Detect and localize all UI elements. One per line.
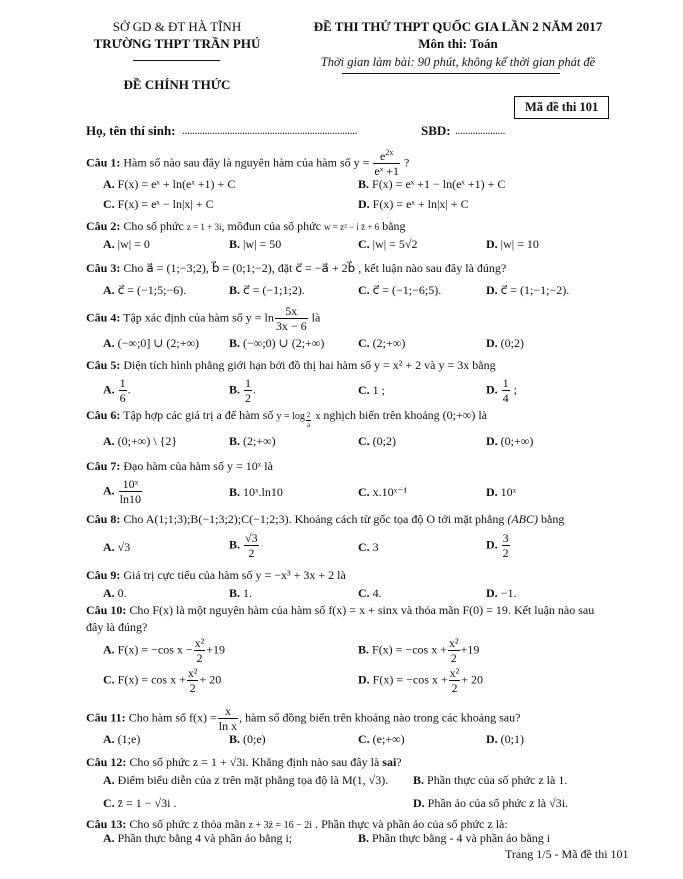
option-9c[interactable] — [358, 586, 382, 601]
fraction — [373, 150, 400, 177]
option-10c[interactable] — [103, 667, 221, 694]
formula: M(1, √3) — [341, 773, 386, 787]
formula: f(x) = x + sinx — [328, 603, 398, 617]
question-10 — [86, 603, 594, 618]
log-base — [306, 412, 312, 429]
denominator: eˣ +1 — [374, 164, 399, 178]
official-label: ĐỀ CHÍNH THỨC — [123, 77, 231, 92]
fraction — [119, 377, 127, 404]
option-label: B. — [229, 434, 241, 448]
option-label: C. — [358, 336, 370, 350]
denominator: ln10 — [119, 492, 142, 506]
exam-code-box: Mã đề thi 101 — [514, 96, 609, 119]
question-label: Câu 7: — [86, 459, 121, 473]
denominator: 2 — [189, 681, 196, 695]
question-text: Hàm số nào sau đây là nguyên hàm của hàm số — [123, 155, 351, 170]
option-13b[interactable] — [358, 831, 550, 846]
question-label: Câu 2: — [86, 219, 121, 233]
candidate-name-field[interactable]: ...................................................................... — [182, 123, 357, 137]
option-text: + 20 — [199, 672, 222, 687]
option-label: C. — [103, 672, 115, 687]
numerator: 1 — [502, 376, 509, 390]
option-text: |w| = 10 — [500, 237, 539, 251]
denominator: 2 — [502, 546, 509, 560]
option-text: Điểm biểu diễn của z trên mặt phẳng tọa độ là — [117, 773, 339, 787]
option-label: B. — [358, 177, 370, 191]
option-10a[interactable] — [103, 637, 225, 664]
formula: (0;+∞) — [442, 408, 476, 422]
option-text: (0;e) — [243, 732, 266, 746]
formula: f(x) = — [189, 710, 217, 725]
formula: y = −x³ + 3x + 2 — [255, 568, 335, 582]
option-label: C. — [358, 485, 370, 499]
question-text: . Khẳng định nào sau đây là — [245, 755, 380, 769]
option-text: (−∞;0) ∪ (2;+∞) — [243, 336, 325, 350]
option-text: c⃗ = (−1;−6;5). — [372, 283, 442, 297]
option-label: A. — [103, 732, 115, 746]
option-label: A. — [103, 773, 115, 787]
option-12c[interactable] — [103, 796, 176, 811]
option-label: D. — [486, 485, 498, 499]
option-label: C. — [358, 434, 370, 448]
question-label: Câu 9: — [86, 568, 121, 582]
option-text: √3 — [117, 540, 131, 554]
exam-subject: Môn thi: Toán — [418, 36, 498, 51]
exponent: 2x — [385, 148, 394, 157]
question-6 — [86, 408, 487, 429]
numerator: 5x — [275, 305, 308, 319]
numerator: 10ˣ — [119, 478, 142, 492]
formula: z = 1 + 3i — [186, 222, 222, 232]
question-text: Giá trị cực tiểu của hàm số — [123, 568, 253, 582]
option-label: A. — [103, 540, 115, 554]
fraction — [449, 667, 461, 694]
option-label: C. — [358, 383, 370, 397]
question-3 — [86, 261, 506, 276]
question-label: Câu 8: — [86, 512, 121, 526]
question-tail: . Phần thực và phần ảo của số phức z là: — [315, 817, 508, 831]
option-1b[interactable] — [358, 177, 505, 192]
option-label: C. — [358, 540, 370, 554]
option-13a[interactable] — [103, 831, 292, 846]
option-label: D. — [486, 382, 498, 397]
option-1a[interactable] — [103, 177, 235, 192]
option-label: B. — [229, 283, 241, 297]
question-4 — [86, 305, 320, 332]
denominator: 2 — [196, 651, 203, 665]
fraction — [218, 705, 238, 732]
option-text: Phần thực của số phức z là 1. — [427, 773, 568, 787]
option-1c[interactable] — [103, 197, 214, 212]
option-suffix: . — [565, 796, 569, 810]
option-5a[interactable] — [103, 377, 131, 404]
option-4a[interactable] — [103, 336, 199, 351]
option-text: c⃗ = (1;−1;−2). — [500, 283, 570, 297]
question-text: Cho — [123, 261, 144, 275]
option-label: D. — [358, 197, 370, 211]
question-text: . Khoảng cách từ gốc tọa độ O tới mặt phẳng — [288, 512, 505, 526]
option-label: B. — [229, 732, 241, 746]
question-5 — [86, 358, 496, 373]
option-7d[interactable] — [486, 485, 516, 500]
option-text: −1. — [500, 586, 517, 600]
question-text: Tập xác định của hàm số — [123, 310, 243, 325]
option-label: A. — [103, 382, 115, 397]
formula: √3i — [549, 796, 566, 810]
option-12a[interactable] — [103, 773, 388, 788]
option-10d[interactable] — [358, 667, 483, 694]
option-1d[interactable] — [358, 197, 469, 212]
option-12b[interactable] — [413, 773, 567, 788]
option-text: (0;1) — [500, 732, 524, 746]
question-tail: bằng — [472, 358, 496, 372]
option-text: F(x) = eˣ + ln(eˣ +1) + C — [117, 177, 236, 191]
option-5b[interactable] — [229, 377, 256, 404]
formula: y = log — [276, 411, 305, 422]
question-label: Câu 11: — [86, 710, 126, 725]
denominator: a — [307, 421, 311, 429]
option-label: D. — [358, 672, 370, 687]
option-text: F(x) = eˣ +1 − ln(eˣ +1) + C — [372, 177, 506, 191]
exam-duration: Thời gian làm bài: 90 phút, không kể thời gian phát đề — [320, 55, 596, 69]
option-8d[interactable] — [486, 532, 511, 559]
question-label: Câu 1: — [86, 155, 121, 170]
option-text: 0. — [117, 586, 127, 600]
option-7c[interactable] — [358, 485, 407, 500]
question-tail: ? — [396, 755, 402, 769]
option-4c[interactable] — [358, 336, 405, 351]
option-label: B. — [358, 642, 370, 657]
option-3d[interactable] — [486, 283, 569, 298]
option-text: F(x) = eˣ − ln|x| + C — [117, 197, 214, 211]
formula: w = z² − i z̄ + 6 — [324, 222, 380, 232]
question-text: Cho hàm số — [128, 710, 187, 725]
option-text: |w| = 50 — [243, 237, 282, 251]
fraction — [119, 478, 142, 505]
option-label: B. — [229, 382, 241, 397]
option-text: (−∞;0] ∪ (2;+∞) — [117, 336, 200, 350]
option-label: A. — [103, 831, 115, 845]
option-3c[interactable] — [358, 283, 441, 298]
formula: c⃗ = −a⃗ + 2b⃗ — [295, 261, 356, 275]
question-2 — [86, 219, 406, 234]
option-label: C. — [358, 732, 370, 746]
header-divider — [133, 60, 220, 61]
option-text: (2;+∞) — [243, 434, 276, 448]
option-label: A. — [103, 434, 115, 448]
option-text: (2;+∞) — [372, 336, 406, 350]
formula: y = x² + 2 — [374, 358, 422, 372]
option-label: C. — [358, 237, 370, 251]
option-2c[interactable] — [358, 237, 418, 252]
department-name: SỞ GD & ĐT HÀ TĨNH — [112, 19, 242, 34]
fraction — [244, 532, 259, 559]
question-10-line2: đây là đúng? — [86, 620, 148, 634]
option-4d[interactable] — [486, 336, 524, 351]
option-11c[interactable] — [358, 732, 405, 747]
question-1 — [86, 150, 409, 177]
question-text: nghịch biến trên khoảng — [323, 408, 440, 422]
formula: (ABC) — [507, 512, 539, 526]
option-9b[interactable] — [229, 586, 252, 601]
option-text: z̄ = 1 − √3i . — [117, 796, 177, 810]
option-text: (0;+∞) \ {2} — [117, 434, 178, 448]
option-text: + 20 — [461, 672, 484, 687]
question-text: Cho số phức z thỏa mãn — [129, 817, 246, 831]
fraction — [448, 637, 460, 664]
question-text: Cho số phức — [123, 219, 184, 233]
denominator: 2 — [451, 681, 458, 695]
option-6d[interactable] — [486, 434, 533, 449]
option-12d[interactable] — [413, 796, 568, 811]
formula: y = ln — [245, 310, 274, 325]
formula: y = 10ˣ — [226, 459, 262, 473]
option-text: (0;2) — [372, 434, 396, 448]
option-8a[interactable] — [103, 540, 130, 555]
option-label: C. — [103, 197, 115, 211]
option-label: A. — [103, 642, 115, 657]
question-text: Đạo hàm của hàm số — [123, 459, 224, 473]
option-text: +19 — [206, 642, 226, 657]
option-2a[interactable] — [103, 237, 150, 252]
option-11d[interactable] — [486, 732, 524, 747]
question-label: Câu 13: — [86, 817, 127, 831]
option-suffix: . — [127, 382, 131, 397]
numerator: 1 — [245, 376, 252, 390]
option-text: x.10ˣ⁻¹ — [372, 485, 408, 499]
numerator: x² — [449, 666, 460, 680]
fraction — [502, 377, 510, 404]
numerator: 3 — [502, 531, 509, 545]
option-text: (0;2) — [500, 336, 524, 350]
formula: z = 1 + √3i — [192, 755, 246, 769]
denominator: 2 — [248, 546, 255, 560]
option-text: 3 — [372, 540, 379, 554]
option-text: c⃗ = (−1;1;2). — [243, 283, 305, 297]
question-7 — [86, 459, 273, 474]
option-text: F(x) = −cos x + — [372, 642, 447, 657]
numerator: x — [218, 705, 238, 719]
denominator: 2 — [450, 651, 457, 665]
option-9d[interactable] — [486, 586, 516, 601]
school-name: TRƯỜNG THPT TRẦN PHÚ — [93, 36, 261, 51]
option-text: F(x) = cos x + — [117, 672, 186, 687]
denominator: 4 — [502, 391, 509, 405]
question-text: và thỏa mãn — [400, 603, 460, 617]
option-9a[interactable] — [103, 586, 127, 601]
option-text: 10ˣ.ln10 — [243, 485, 283, 499]
numerator: e — [380, 149, 386, 163]
option-label: D. — [486, 237, 498, 251]
exam-title: ĐỀ THI THỬ THPT QUỐC GIA LẦN 2 NĂM 2017 — [313, 19, 603, 34]
question-tail: bằng — [382, 219, 406, 233]
option-text: |w| = 0 — [117, 237, 150, 251]
option-text: (0;+∞) — [500, 434, 534, 448]
question-text: Cho F(x) là một nguyên hàm của hàm số — [129, 603, 326, 617]
numerator: 1 — [119, 376, 126, 390]
question-12 — [86, 755, 402, 770]
question-label: Câu 3: — [86, 261, 121, 275]
option-label: A. — [103, 483, 115, 498]
option-suffix: ; — [513, 382, 518, 397]
formula: A(1;1;3);B(−1;3;2);C(−1;2;3) — [145, 512, 289, 526]
option-10b[interactable] — [358, 637, 479, 664]
option-label: D. — [413, 796, 425, 810]
fraction — [194, 637, 206, 664]
question-label: Câu 10: — [86, 603, 127, 617]
denominator: 6 — [119, 391, 126, 405]
option-text: |w| = 5√2 — [372, 237, 418, 251]
option-label: A. — [103, 237, 115, 251]
option-3b[interactable] — [229, 283, 305, 298]
option-text: F(x) = eˣ + ln|x| + C — [372, 197, 469, 211]
fraction — [187, 667, 199, 694]
question-tail: , hàm số đồng biến trên khoảng nào trong các khoảng sau? — [239, 710, 521, 725]
question-label: Câu 4: — [86, 310, 121, 325]
option-6c[interactable] — [358, 434, 396, 449]
question-tail: bằng — [541, 512, 565, 526]
option-label: B. — [229, 485, 241, 499]
option-11b[interactable] — [229, 732, 266, 747]
formula: y = 3x — [438, 358, 470, 372]
question-text: , đặt — [271, 261, 293, 275]
question-label: Câu 12: — [86, 755, 127, 769]
formula: x — [315, 411, 321, 422]
question-11 — [86, 705, 520, 732]
denominator: 2 — [245, 391, 252, 405]
option-text: 1 ; — [372, 383, 386, 397]
option-text: c⃗ = (−1;5;−6). — [117, 283, 187, 297]
option-text: 10ˣ — [500, 485, 517, 499]
option-label: C. — [103, 796, 115, 810]
option-6a[interactable] — [103, 434, 177, 449]
option-text: (e;+∞) — [372, 732, 405, 746]
question-tail: là — [311, 310, 321, 325]
option-11a[interactable] — [103, 732, 140, 747]
sbd-label: SBD: — [421, 123, 451, 138]
option-label: B. — [413, 773, 425, 787]
option-label: A. — [103, 586, 115, 600]
question-tail: , kết luận nào sau đây là đúng? — [358, 261, 507, 275]
question-8 — [86, 512, 564, 527]
question-text: Cho số phức — [129, 755, 190, 769]
question-tail: ? — [403, 155, 410, 170]
option-label: A. — [103, 283, 115, 297]
formula: F(0) = 19 — [462, 603, 508, 617]
option-text: (1;e) — [117, 732, 141, 746]
question-tail: . Kết luận nào sau — [507, 603, 595, 617]
option-6b[interactable] — [229, 434, 276, 449]
option-suffix: . — [253, 382, 257, 397]
option-label: A. — [103, 177, 115, 191]
numerator: √3 — [245, 531, 258, 545]
question-tail: là — [478, 408, 487, 422]
question-text: , môđun của số phức — [221, 219, 322, 233]
option-text: +19 — [460, 642, 480, 657]
option-label: D. — [486, 732, 498, 746]
fraction — [275, 305, 308, 332]
option-4b[interactable] — [229, 336, 324, 351]
option-suffix: . — [385, 773, 389, 787]
option-label: B. — [229, 537, 241, 552]
option-3a[interactable] — [103, 283, 186, 298]
option-7b[interactable] — [229, 485, 283, 500]
candidate-name-label: Họ, tên thí sinh: — [86, 123, 176, 138]
sbd-field[interactable]: .................... — [455, 123, 505, 137]
question-text: Cho — [123, 512, 144, 526]
option-7a[interactable] — [103, 478, 143, 505]
denominator: 3x − 6 — [275, 319, 307, 333]
option-text: F(x) = −cos x + — [372, 672, 448, 687]
numerator: x² — [194, 636, 205, 650]
question-text: Diện tích hình phẳng giới hạn bởi đồ thị hai hàm số — [123, 358, 372, 372]
question-text: và — [424, 358, 436, 372]
option-text: F(x) = −cos x − — [117, 642, 193, 657]
fraction — [502, 532, 510, 559]
option-label: B. — [229, 336, 241, 350]
option-label: A. — [103, 336, 115, 350]
question-label: Câu 6: — [86, 408, 121, 422]
option-label: D. — [486, 336, 498, 350]
option-5d[interactable] — [486, 377, 517, 404]
option-label: D. — [486, 537, 498, 552]
option-label: B. — [229, 237, 241, 251]
option-text: Phần ảo của số phức z là — [427, 796, 547, 810]
question-text: Tập hợp các giá trị a để hàm số — [123, 408, 274, 422]
option-label: B. — [358, 831, 370, 845]
option-2d[interactable] — [486, 237, 539, 252]
duration-underline — [342, 73, 560, 74]
formula: a⃗ = (1;−3;2), b⃗ = (0;1;−2) — [146, 261, 272, 275]
option-label: D. — [486, 283, 498, 297]
option-text: Phần thực bằng 4 và phần ảo bằng i; — [117, 831, 293, 845]
emphasis-text: sai — [382, 755, 397, 769]
question-tail: là — [264, 459, 273, 473]
option-2b[interactable] — [229, 237, 281, 252]
fraction — [244, 377, 252, 404]
option-label: D. — [486, 434, 498, 448]
option-8c[interactable] — [358, 540, 379, 555]
option-text: Phần thực bằng - 4 và phần ảo bằng i — [372, 831, 551, 845]
formula: y = — [353, 155, 370, 170]
numerator: x² — [448, 636, 459, 650]
question-9 — [86, 568, 346, 583]
option-label: D. — [486, 586, 498, 600]
numerator: x² — [187, 666, 198, 680]
denominator: ln x — [218, 719, 238, 733]
question-label: Câu 5: — [86, 358, 121, 372]
question-13 — [86, 817, 508, 832]
question-tail: là — [337, 568, 346, 582]
page-footer: Trang 1/5 - Mã đề thi 101 — [505, 847, 629, 861]
option-label: C. — [358, 283, 370, 297]
option-label: C. — [358, 586, 370, 600]
option-label: B. — [229, 586, 241, 600]
formula: z + 3z̄ = 16 − 2i — [248, 820, 313, 831]
option-8b[interactable] — [229, 532, 260, 559]
option-5c[interactable] — [358, 383, 385, 398]
numerator: 2 — [306, 411, 311, 419]
option-text: 4. — [372, 586, 382, 600]
option-text: 1. — [243, 586, 253, 600]
